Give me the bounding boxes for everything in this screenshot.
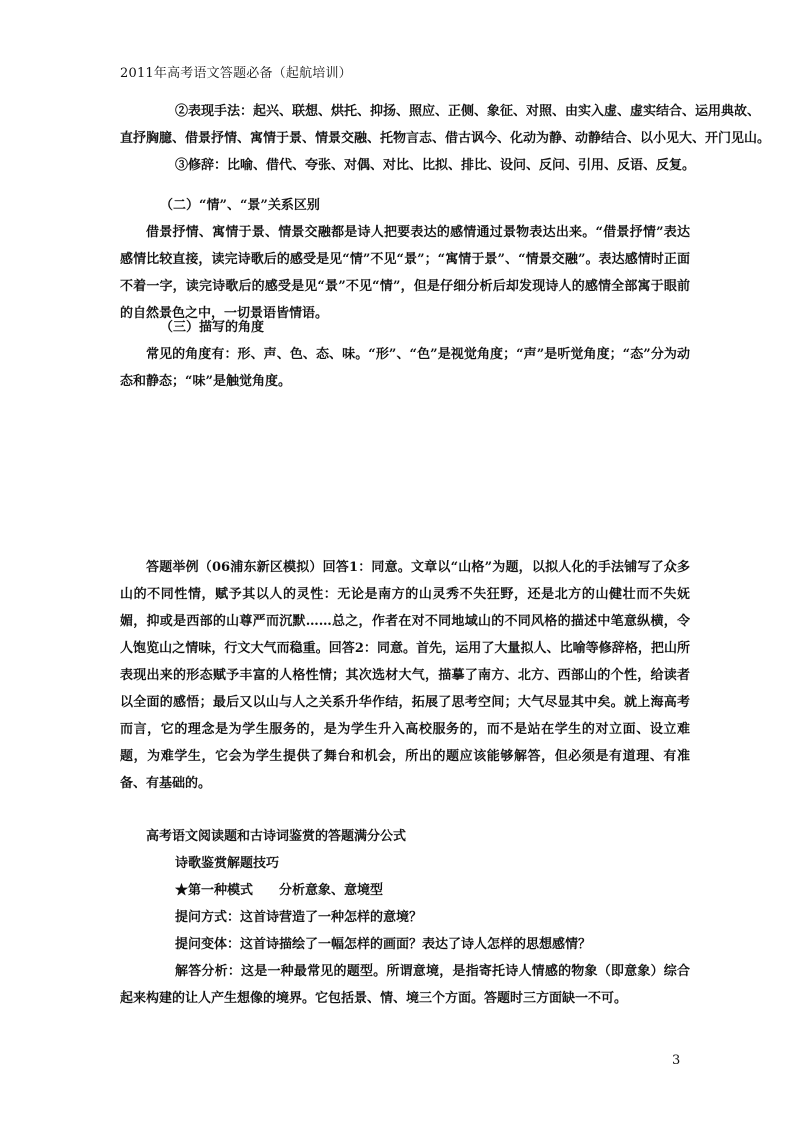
expression-techniques-line2: 直抒胸臆、借景抒情、寓情于景、情景交融、托物言志、借古讽今、化动为静、动静结合、以小见大、开门见山。 — [120, 131, 771, 146]
formula-title: 高考语文阅读题和古诗词鉴赏的答题满分公式 — [146, 829, 407, 844]
answer-analysis: 解答分析：这是一种最常见的题型。所谓意境，是指寄托诗人情感的物象（即意象）综合起来构建的让人产生想像的境界。它包括景、情、境三个方面。答题时三方面缺一不可。 — [120, 964, 690, 1006]
techniques-section — [120, 98, 771, 179]
formula-mode-line: ★第一种模式 分析意象、意境型 — [175, 883, 384, 898]
page-header: 2011年高考语文答题必备（起航培训） — [120, 66, 352, 81]
formula-section — [120, 823, 690, 1012]
page-number: 3 — [672, 1053, 681, 1068]
qingjing-section — [120, 192, 690, 327]
question-method: 提问方式：这首诗营造了一种怎样的意境？ — [175, 910, 423, 925]
angle-paragraph: 常见的角度有：形、声、色、态、味。“形”、“色”是视觉角度；“声”是听觉角度；“态”分为动态和静态；“味”是触觉角度。 — [120, 347, 690, 389]
qingjing-title: （二）“情”、“景”关系区别 — [160, 198, 320, 213]
example-paragraph: 答题举例（06浦东新区模拟）回答1：同意。文章以“山格”为题，以拟人化的手法铺写了众多山的不同性情，赋予其以人的灵性：无论是南方的山灵秀不失狂野，还是北方的山健壮而不失妩媚，抑或是西部的山尊严而沉默……总之，作者在对不同地域山的不同风格的描述中笔意纵横，令人饱览山之情味，行文大气而稳重。回答2：同意。首先，运用了大量拟人、比喻等修辞格，把山所表现出来的形态赋予丰富的人格性情；其次选材大气，描摹了南方、北方、西部山的个性，给读者以全面的感悟；最后又以山与人之关系升华作结，拓展了思考空间；大气尽显其中矣。就上海高考而言，它的理念是为学生服务的，是为学生升入高校服务的，而不是站在学生的对立面、设立难题，为难学生，它会为学生提供了舞台和机会，所出的题应该能够解答，但必须是有道理、有准备、有基础的。 — [120, 560, 690, 791]
qingjing-paragraph: 借景抒情、寓情于景、情景交融都是诗人把要表达的感情通过景物表达出来。“借景抒情”表达感情比较直接，读完诗歌后的感受是见“情”不见“景”；“寓情于景”、“情景交融”。表达感情时正面不着一字，读完诗歌后的感受是见“景”不见“情”，但是仔细分析后却发现诗人的感情全部寓于眼前的自然景色之中，一切景语皆情语。 — [120, 225, 690, 321]
rhetoric-line: ③修辞：比喻、借代、夸张、对偶、对比、比拟、排比、设问、反问、引用、反语、反复。 — [175, 158, 696, 173]
angle-title: （三）描写的角度 — [160, 320, 265, 335]
formula-subtitle: 诗歌鉴赏解题技巧 — [175, 856, 280, 871]
question-variant: 提问变体：这首诗描绘了一幅怎样的画面？表达了诗人怎样的思想感情？ — [175, 937, 592, 952]
expression-techniques-line1: ②表现手法：起兴、联想、烘托、抑扬、照应、正侧、象征、对照、由实入虚、虚实结合、运用典故、 — [175, 104, 761, 119]
example-section — [120, 554, 690, 797]
angle-section — [120, 314, 690, 395]
